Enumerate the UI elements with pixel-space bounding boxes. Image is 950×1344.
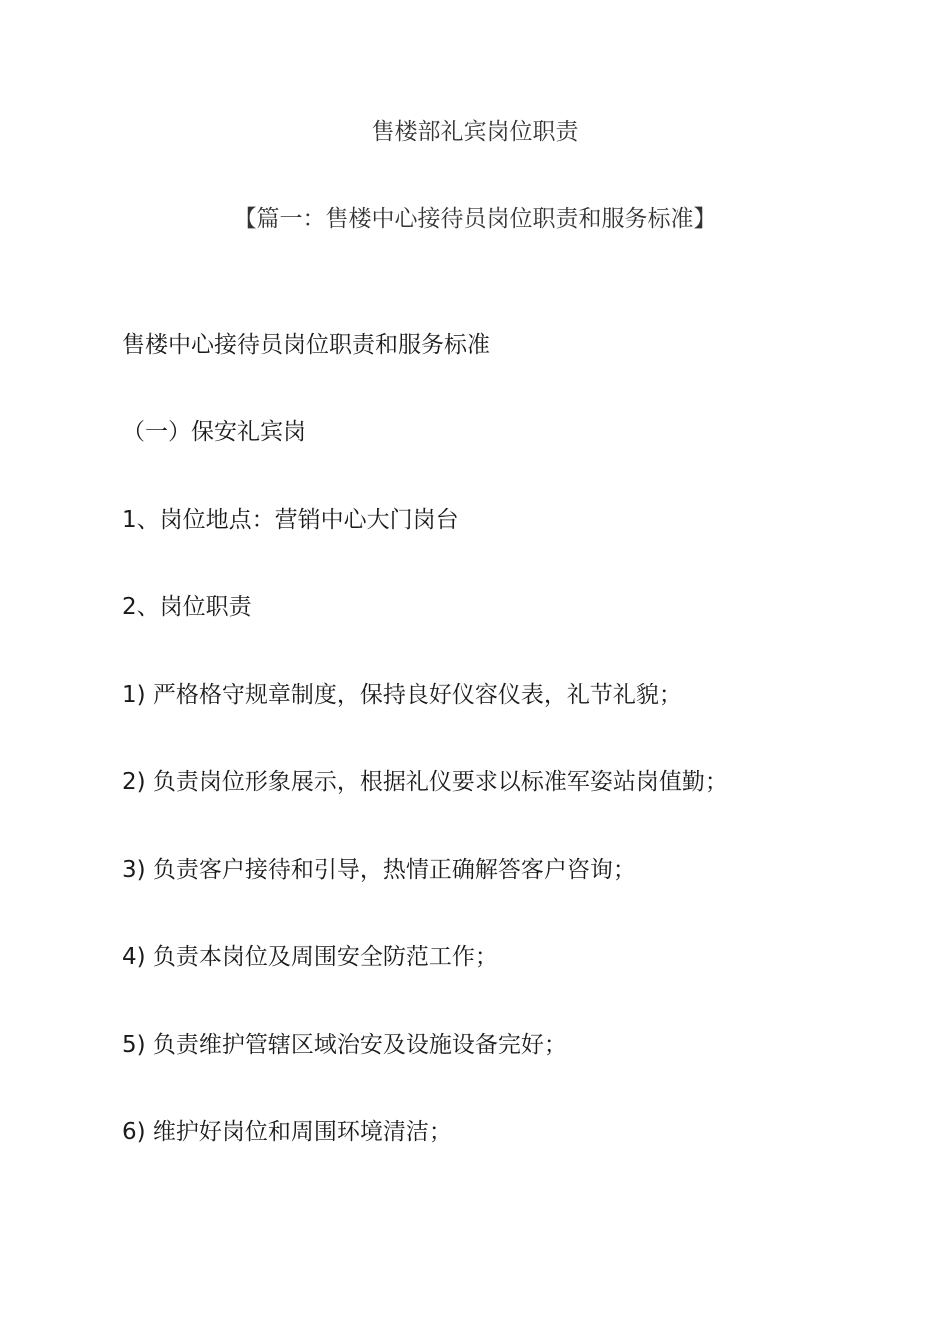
duty-item: 3) 负责客户接待和引导，热情正确解答客户咨询； [122,857,636,883]
duty-item: 1) 严格格守规章制度，保持良好仪容仪表，礼节礼貌； [122,682,682,708]
document-title: 售楼部礼宾岗位职责 [371,119,579,145]
duty-item: 5) 负责维护管辖区域治安及设施设备完好； [122,1032,567,1058]
duties-heading: 2、岗位职责 [122,594,252,620]
duty-item: 6) 维护好岗位和周围环境清洁； [122,1119,452,1145]
location-line: 1、岗位地点：营销中心大门岗台 [122,507,459,533]
subtitle: 售楼中心接待员岗位职责和服务标准 [122,332,490,358]
duty-item: 2) 负责岗位形象展示，根据礼仪要求以标准军姿站岗值勤； [122,769,728,795]
post-heading: （一）保安礼宾岗 [122,419,306,445]
section-heading: 【篇一：售楼中心接待员岗位职责和服务标准】 [233,206,717,232]
duty-item: 4) 负责本岗位及周围安全防范工作； [122,944,498,970]
